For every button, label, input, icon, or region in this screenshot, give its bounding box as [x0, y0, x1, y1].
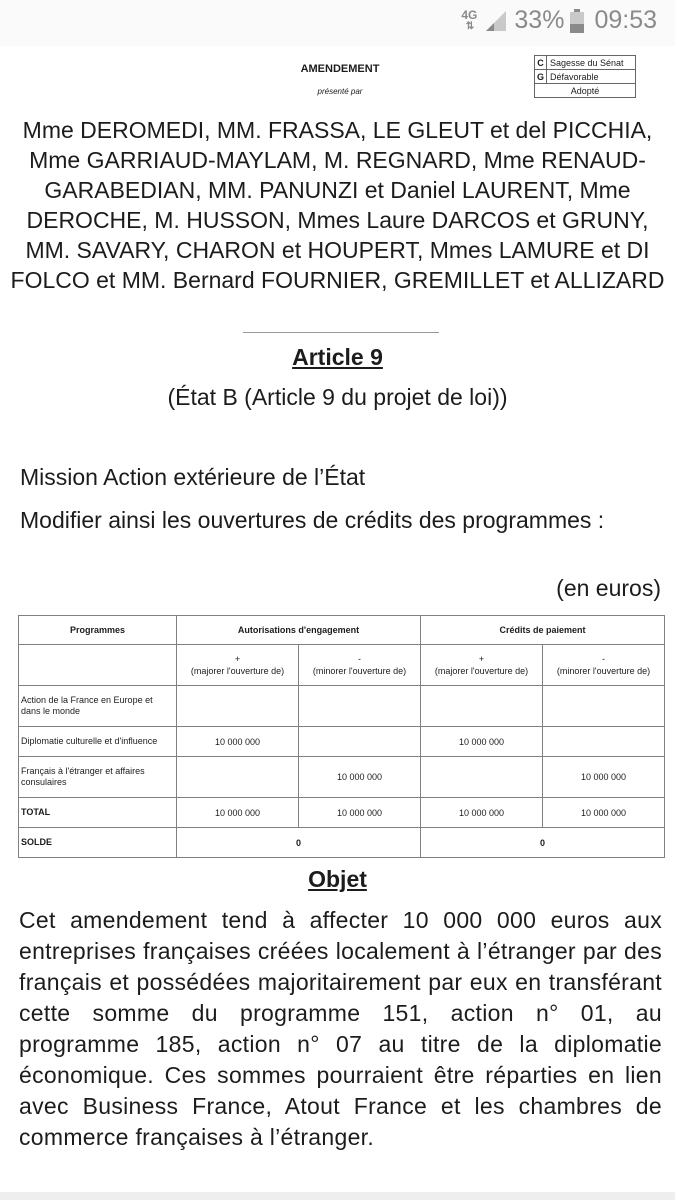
network-indicator: [460, 7, 478, 32]
subheader-minus: [543, 645, 665, 686]
table-row: [19, 686, 665, 727]
cell-cp-minus: 10 000 000: [543, 757, 665, 798]
row-label: Français à l'étranger et affaires consulaires: [19, 757, 177, 798]
subheader-plus: [421, 645, 543, 686]
table-subheader-row: [19, 645, 665, 686]
objet-title: Objet: [308, 866, 367, 892]
subheader-minus: [299, 645, 421, 686]
decision-code: C: [535, 56, 547, 70]
row-label: TOTAL: [19, 798, 177, 828]
plus-label: (majorer l'ouverture de): [190, 666, 285, 676]
row-label: SOLDE: [19, 828, 177, 858]
cell-cp-plus: [421, 757, 543, 798]
credits-table: [18, 615, 665, 858]
mission-title: Mission Action extérieure de l’État: [20, 464, 366, 490]
table-header-row: [19, 616, 665, 645]
signal-icon: [484, 9, 508, 33]
units-label: (en euros): [556, 575, 661, 601]
cell-cp-minus: [543, 686, 665, 727]
column-header-cp: Crédits de paiement: [421, 616, 665, 645]
table-row: [19, 727, 665, 757]
table-row: [19, 757, 665, 798]
cell-ae-plus: 10 000 000: [177, 727, 299, 757]
plus-label: (majorer l'ouverture de): [434, 666, 529, 676]
minus-sign: -: [602, 654, 605, 664]
cell-ae-plus: [177, 757, 299, 798]
battery-percent: 33%: [514, 6, 565, 34]
minus-sign: -: [358, 654, 361, 664]
minus-label: (minorer l'ouverture de): [312, 666, 407, 676]
battery-icon: [570, 9, 584, 33]
cell-cp-plus: 10 000 000: [421, 727, 543, 757]
column-header-ae: Autorisations d'engagement: [177, 616, 421, 645]
cell-solde-ae: 0: [177, 828, 421, 858]
article-title: Article 9: [292, 344, 383, 370]
table-row-total: [19, 798, 665, 828]
column-header-programmes: Programmes: [19, 616, 177, 645]
clock: 09:53: [594, 6, 657, 34]
cell-ae-minus: 10 000 000: [299, 757, 421, 798]
presented-by: présenté par: [317, 87, 363, 96]
cell-ae-minus: [299, 727, 421, 757]
status-bar-indicators: [460, 6, 657, 35]
document-header: [0, 46, 675, 100]
bottom-edge: [0, 1192, 675, 1200]
instruction-text: Modifier ainsi les ouvertures de crédits des programmes :: [20, 507, 605, 533]
cell-ae-minus: 10 000 000: [299, 798, 421, 828]
cell-ae-minus: [299, 686, 421, 727]
decision-row: [535, 84, 636, 98]
decision-row: [535, 70, 636, 84]
decision-label: Adopté: [535, 84, 636, 98]
objet-text: Cet amendement tend à affecter 10 000 000 euros aux entreprises françaises créées localement à l’étranger par des français et possédées majoritairement par eux en transférant cette somme du programme 151, action n° 01, au programme 185, action n° 07 au titre de la diplomatie économique. Ces sommes pourraient être réparties en lien avec Business France, Atout France et les chambres de commerce françaises à l’étranger.: [19, 907, 662, 1150]
status-bar: [0, 0, 675, 46]
cell-cp-minus: 10 000 000: [543, 798, 665, 828]
cell-cp-minus: [543, 727, 665, 757]
article-subtitle: (État B (Article 9 du projet de loi)): [167, 384, 508, 410]
cell-ae-plus: 10 000 000: [177, 798, 299, 828]
data-arrows-icon: ⇅: [465, 20, 474, 32]
divider: [243, 332, 439, 333]
row-label: Action de la France en Europe et dans le monde: [19, 686, 177, 727]
cell-cp-plus: [421, 686, 543, 727]
table-row-solde: [19, 828, 665, 858]
empty-cell: [19, 645, 177, 686]
cell-ae-plus: [177, 686, 299, 727]
decision-label: Sagesse du Sénat: [547, 56, 636, 70]
decision-row: [535, 56, 636, 70]
cell-cp-plus: 10 000 000: [421, 798, 543, 828]
authors-list: Mme DEROMEDI, MM. FRASSA, LE GLEUT et del PICCHIA, Mme GARRIAUD-MAYLAM, M. REGNARD, Mme RENAUD-GARABEDIAN, MM. PANUNZI et Daniel LAURENT, Mme DEROCHE, M. HUSSON, Mmes Laure DARCOS et GRUNY, MM. SAVARY, CHARON et HOUPERT, Mmes LAMURE et DI FOLCO et MM. Bernard FOURNIER, GREMILLET et ALLIZARD: [10, 117, 665, 293]
plus-sign: +: [234, 654, 241, 664]
subheader-plus: [177, 645, 299, 686]
amendment-title: AMENDEMENT: [300, 63, 380, 75]
decision-label: Défavorable: [547, 70, 636, 84]
minus-label: (minorer l'ouverture de): [556, 666, 651, 676]
plus-sign: +: [478, 654, 485, 664]
decision-code: G: [535, 70, 547, 84]
row-label: Diplomatie culturelle et d'influence: [19, 727, 177, 757]
network-type: 4G: [461, 7, 478, 22]
cell-solde-cp: 0: [421, 828, 665, 858]
decision-box: [534, 55, 636, 98]
